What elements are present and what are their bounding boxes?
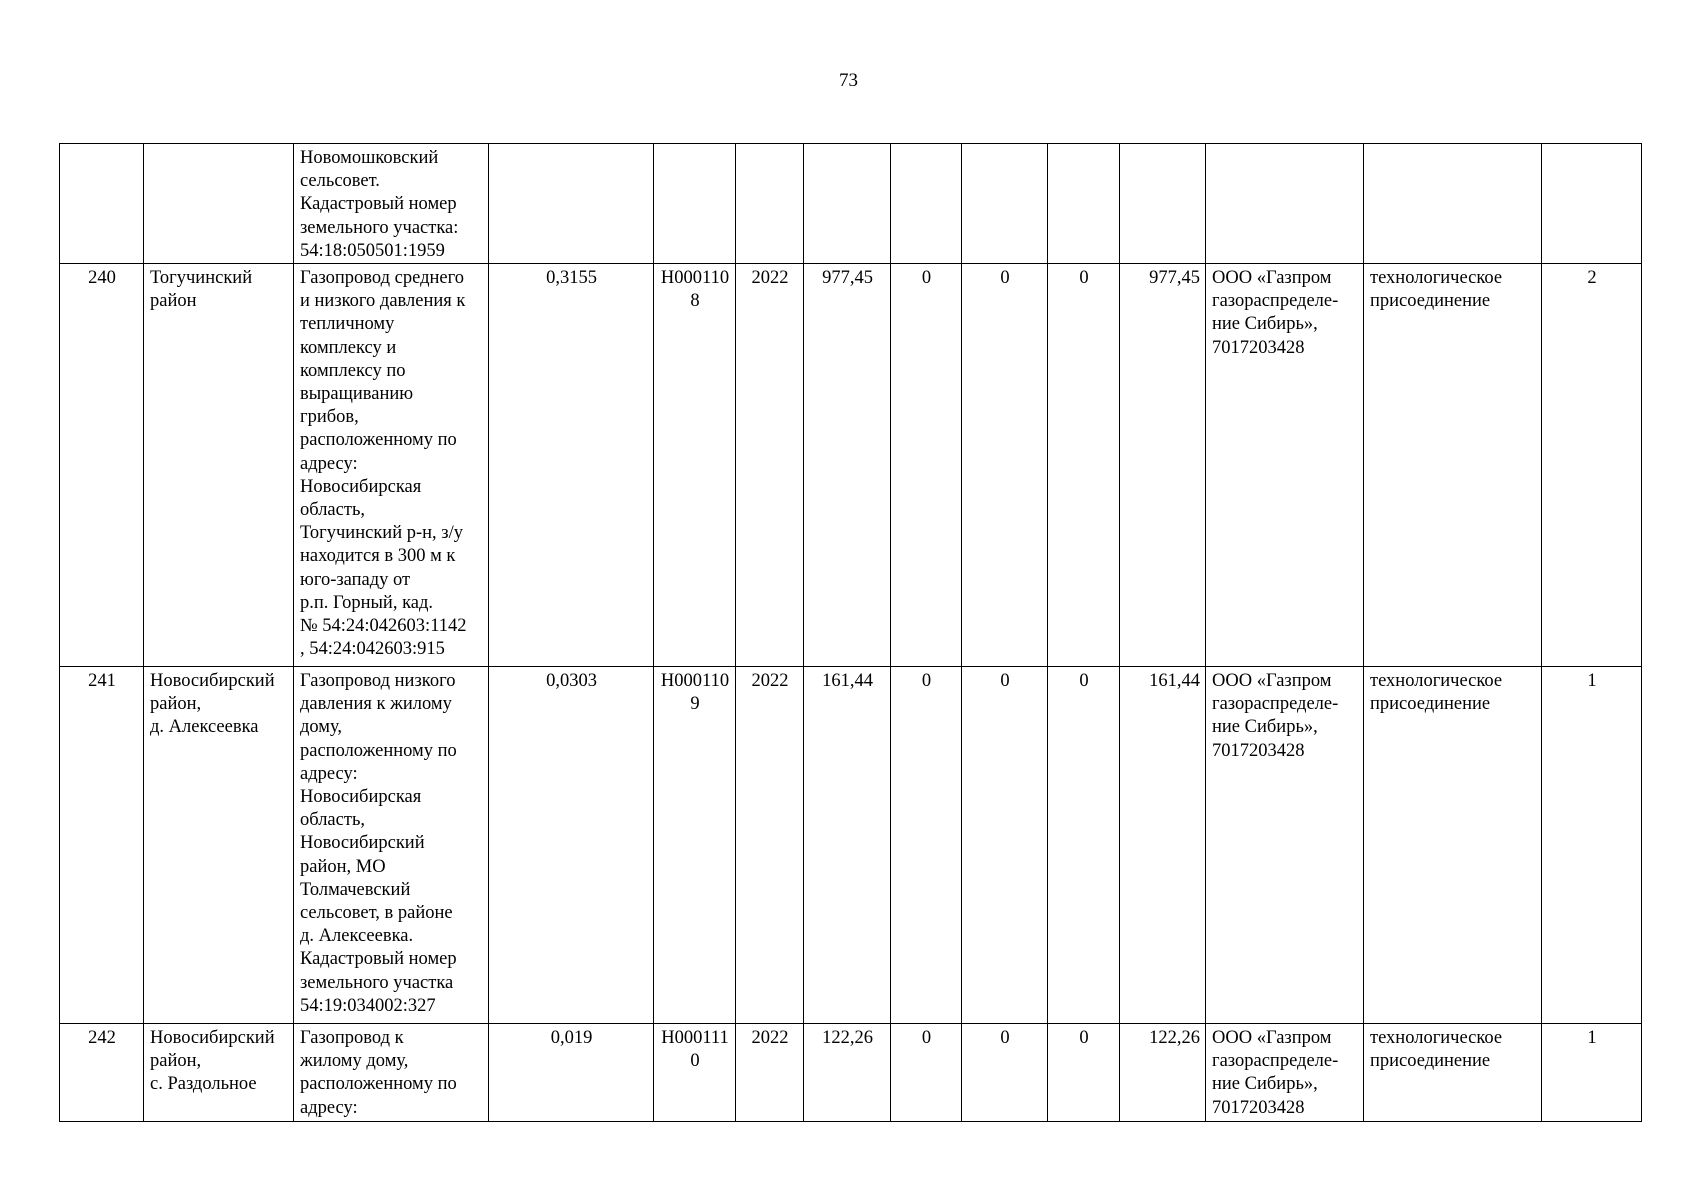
- organization: ООО «Газпром газораспределе- ние Сибирь», 7017203428: [1206, 1024, 1364, 1122]
- object-description: Новомошковский сельсовет. Кадастровый номер земельного участка: 54:18:050501:1959: [294, 144, 489, 264]
- page-number: 73: [839, 70, 858, 91]
- table-row: [60, 264, 1642, 667]
- count: 1: [1542, 667, 1642, 1024]
- object-description: Газопровод низкого давления к жилому дому, расположенному по адресу: Новосибирская область, Новосибирский район, МО Толмачевский сельсовет, в районе д. Алексеевка. Кадастровый номер земельного участка 54:19:034002:327: [294, 667, 489, 1024]
- row-number: 242: [60, 1024, 144, 1122]
- cost-b: 0: [962, 1024, 1048, 1122]
- length-km: 0,019: [489, 1024, 654, 1122]
- cost-total: 122,26: [804, 1024, 891, 1122]
- organization: ООО «Газпром газораспределе- ние Сибирь», 7017203428: [1206, 667, 1364, 1024]
- cost-d: 122,26: [1120, 1024, 1206, 1122]
- count: 2: [1542, 264, 1642, 667]
- cost-c: 0: [1048, 264, 1120, 667]
- cost-c: 0: [1048, 1024, 1120, 1122]
- cost-a: 0: [891, 264, 962, 667]
- object-code: Н0001110: [654, 1024, 736, 1122]
- cost-d: 977,45: [1120, 264, 1206, 667]
- cost-total: 161,44: [804, 667, 891, 1024]
- cost-c: 0: [1048, 667, 1120, 1024]
- count: [1542, 144, 1642, 264]
- object-description: Газопровод к жилому дому, расположенному по адресу:: [294, 1024, 489, 1122]
- purpose: технологическое присоединение: [1364, 667, 1542, 1024]
- cost-a: 0: [891, 1024, 962, 1122]
- length-km: 0,3155: [489, 264, 654, 667]
- district: [144, 144, 294, 264]
- cost-total: 977,45: [804, 264, 891, 667]
- object-description: Газопровод среднего и низкого давления к тепличному комплексу и комплексу по выращиванию грибов, расположенному по адресу: Новосибирская область, Тогучинский р-н, з/у находится в 300 м к юго-западу от р.п. Горный, кад. № 54:24:042603:1142 , 54:24:042603:915: [294, 264, 489, 667]
- purpose: [1364, 144, 1542, 264]
- year: 2022: [736, 1024, 804, 1122]
- district: Новосибирский район, д. Алексеевка: [144, 667, 294, 1024]
- district: Тогучинский район: [144, 264, 294, 667]
- row-number: [60, 144, 144, 264]
- investment-program-table: [59, 143, 1642, 1122]
- object-code: [654, 144, 736, 264]
- row-number: 240: [60, 264, 144, 667]
- purpose: технологическое присоединение: [1364, 1024, 1542, 1122]
- cost-c: [1048, 144, 1120, 264]
- year: 2022: [736, 264, 804, 667]
- cost-a: [891, 144, 962, 264]
- year: 2022: [736, 667, 804, 1024]
- year: [736, 144, 804, 264]
- object-code: Н0001109: [654, 667, 736, 1024]
- cost-b: [962, 144, 1048, 264]
- purpose: технологическое присоединение: [1364, 264, 1542, 667]
- row-number: 241: [60, 667, 144, 1024]
- object-code: Н0001108: [654, 264, 736, 667]
- cost-a: 0: [891, 667, 962, 1024]
- table-row: [60, 1024, 1642, 1122]
- count: 1: [1542, 1024, 1642, 1122]
- district: Новосибирский район, с. Раздольное: [144, 1024, 294, 1122]
- cost-b: 0: [962, 667, 1048, 1024]
- table-row: [60, 667, 1642, 1024]
- table-row: [60, 144, 1642, 264]
- cost-d: 161,44: [1120, 667, 1206, 1024]
- organization: ООО «Газпром газораспределе- ние Сибирь», 7017203428: [1206, 264, 1364, 667]
- length-km: 0,0303: [489, 667, 654, 1024]
- length-km: [489, 144, 654, 264]
- cost-total: [804, 144, 891, 264]
- organization: [1206, 144, 1364, 264]
- cost-d: [1120, 144, 1206, 264]
- cost-b: 0: [962, 264, 1048, 667]
